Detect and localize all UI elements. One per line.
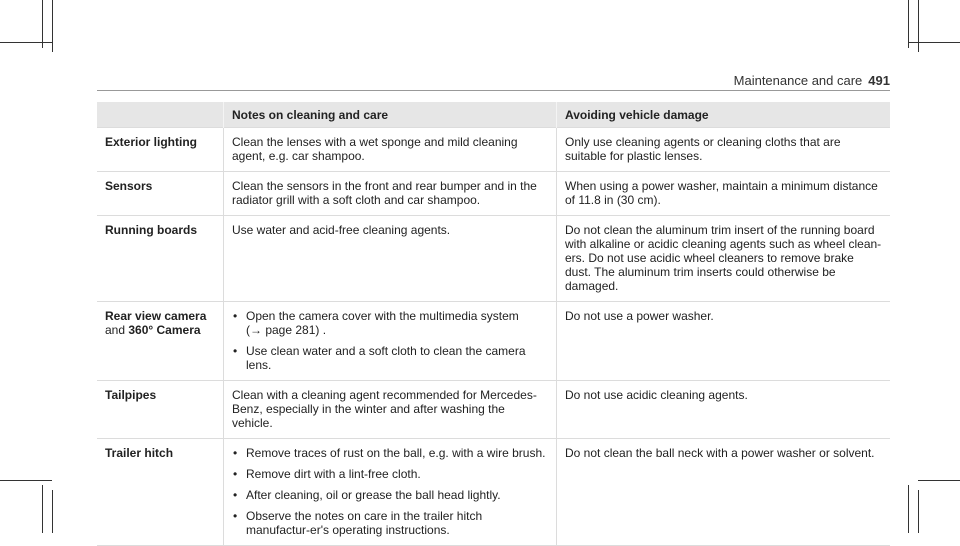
column-header-item <box>97 102 224 128</box>
damage-note: Do not use acidic cleaning agents. <box>557 381 891 439</box>
running-header <box>500 73 890 88</box>
list-item: • Use clean water and a soft cloth to clean the camera lens. <box>232 344 548 372</box>
row-label-bold: 360° Camera <box>128 323 201 337</box>
crop-mark <box>42 0 43 48</box>
damage-note: Only use cleaning agents or cleaning cloths that are suitable for plastic lenses. <box>557 128 891 172</box>
table-row <box>97 381 890 439</box>
crop-mark <box>908 42 960 43</box>
damage-note: When using a power washer, maintain a minimum distance of 11.8 in (30 cm). <box>557 172 891 216</box>
list-item: • Observe the notes on care in the trailer hitch manufactur-er's operating instructions. <box>232 509 548 537</box>
crop-mark <box>918 0 919 52</box>
crop-mark <box>908 0 909 48</box>
list-item-text: Open the camera cover with the multimedia system <box>246 309 519 323</box>
damage-note: Do not clean the aluminum trim insert of the running board with alkaline or acidic cleaning agents such as wheel clean-ers. Do not use acidic wheel cleaners to remove brake dust. The aluminum trim inserts could otherwise be damaged. <box>557 216 891 302</box>
care-list <box>232 446 548 537</box>
crop-mark <box>42 485 43 533</box>
cleaning-care-table <box>97 102 890 546</box>
crop-mark <box>52 490 53 533</box>
care-note <box>224 439 557 546</box>
care-note: Use water and acid-free cleaning agents. <box>224 216 557 302</box>
crop-mark <box>918 490 919 533</box>
page-number: 491 <box>868 73 890 88</box>
care-list <box>232 309 548 372</box>
table-header-row <box>97 102 890 128</box>
page-reference-link[interactable]: (→ page 281) . <box>246 323 327 337</box>
list-item <box>232 309 548 337</box>
column-header-damage: Avoiding vehicle damage <box>557 102 891 128</box>
row-label-line: Rear view camera <box>105 309 207 323</box>
header-rule <box>97 90 890 91</box>
row-label: Tailpipes <box>97 381 224 439</box>
table-row <box>97 172 890 216</box>
row-label: Trailer hitch <box>97 439 224 546</box>
care-note: Clean with a cleaning agent recommended for Mercedes-Benz, especially in the winter and after washing the vehicle. <box>224 381 557 439</box>
crop-mark <box>918 480 960 481</box>
list-item: • Remove traces of rust on the ball, e.g. with a wire brush. <box>232 446 548 460</box>
table-row <box>97 128 890 172</box>
damage-note: Do not use a power washer. <box>557 302 891 381</box>
crop-mark <box>52 0 53 52</box>
crop-mark <box>908 485 909 533</box>
row-label: Exterior lighting <box>97 128 224 172</box>
row-label <box>97 302 224 381</box>
care-note: Clean the sensors in the front and rear bumper and in the radiator grill with a soft cloth and car shampoo. <box>224 172 557 216</box>
list-item: • After cleaning, oil or grease the ball head lightly. <box>232 488 548 502</box>
row-label: Running boards <box>97 216 224 302</box>
care-note: Clean the lenses with a wet sponge and mild cleaning agent, e.g. car shampoo. <box>224 128 557 172</box>
table-row <box>97 439 890 546</box>
crop-mark <box>0 480 52 481</box>
section-title: Maintenance and care <box>733 73 863 88</box>
column-header-care: Notes on cleaning and care <box>224 102 557 128</box>
row-label: Sensors <box>97 172 224 216</box>
list-item: • Remove dirt with a lint-free cloth. <box>232 467 548 481</box>
damage-note: Do not clean the ball neck with a power washer or solvent. <box>557 439 891 546</box>
row-label-prefix: and <box>105 323 129 337</box>
table-row <box>97 302 890 381</box>
care-note <box>224 302 557 381</box>
crop-mark <box>0 42 52 43</box>
table-row <box>97 216 890 302</box>
